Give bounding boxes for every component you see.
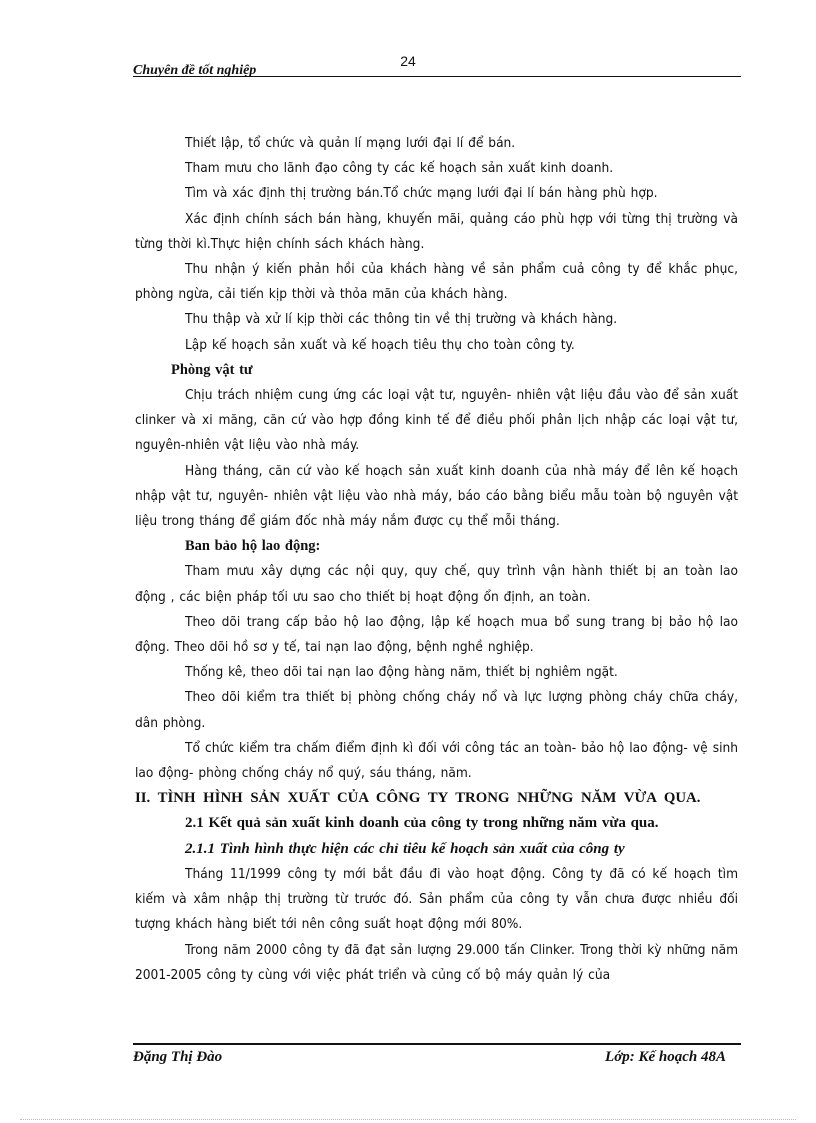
section-heading-ii: II. TÌNH HÌNH SẢN XUẤT CỦA CÔNG TY TRONG NHỮNG NĂM VỪA QUA. [135,790,701,807]
paragraph: Lập kế hoạch sản xuất và kế hoạch tiêu thụ cho toàn công ty. [185,336,575,353]
subsection-heading-2-1: 2.1 Kết quả sản xuất kinh doanh của công ty trong những năm vừa qua. [185,815,659,832]
paragraph: Theo dõi trang cấp bảo hộ lao động, lập kế hoạch mua bổ sung trang bị bảo hộ lao động. Theo dõi hồ sơ y tế, tai nạn lao động, bệnh nghề nghiệp. [135,613,738,656]
paragraph: Tháng 11/1999 công ty mới bắt đầu đi vào hoạt động. Công ty đã có kế hoạch tìm kiếm và xâm nhập thị trường từ trước đó. Sản phẩm của công ty vẫn chưa được nhiều đối tượng khách hàng biết tới nên công suất hoạt động mới 80%. [135,865,738,933]
paragraph: Tìm và xác định thị trường bán.Tổ chức mạng lưới đại lí bán hàng phù hợp. [185,185,658,202]
paragraph: Tổ chức kiểm tra chấm điểm định kì đối với công tác an toàn- bảo hộ lao động- vệ sinh lao động- phòng chống cháy nổ quý, sáu tháng, năm. [135,739,738,782]
footer-rule [133,1043,741,1045]
heading-phong-vat-tu: Phòng vật tư [171,361,253,378]
paragraph: Thu nhận ý kiến phản hồi của khách hàng về sản phẩm cuả công ty để khắc phục, phòng ngừa, cải tiến kịp thời và thỏa mãn của khách hàng. [135,261,738,303]
header-rule [133,76,741,77]
paragraph: Tham mưu cho lãnh đạo công ty các kế hoạch sản xuất kinh doanh. [185,160,614,177]
page-number: 24 [400,53,416,69]
paragraph: Hàng tháng, căn cứ vào kế hoạch sản xuất kinh doanh của nhà máy để lên kế hoạch nhập vật tư, nguyên- nhiên vật liệu vào nhà máy, báo cáo bằng biểu mẫu toàn bộ nguyên vật liệu trong tháng để giám đốc nhà máy nắm được cụ thể mỗi tháng. [135,462,738,530]
paragraph: Xác định chính sách bán hàng, khuyến mãi, quảng cáo phù hợp với từng thị trường và từng thời kì.Thực hiện chính sách khách hàng. [135,210,738,252]
footer-author: Đặng Thị Đào [133,1049,223,1065]
document-body [135,131,738,988]
paragraph: Theo dõi kiểm tra thiết bị phòng chống cháy nổ và lực lượng phòng cháy chữa cháy, dân phòng. [135,689,738,731]
paragraph: Trong năm 2000 công ty đã đạt sản lượng 29.000 tấn Clinker. Trong thời kỳ những năm 2001-2005 công ty cùng với việc phát triển và củng cố bộ máy quản lý của [135,941,738,983]
header-title: Chuyên đề tốt nghiệp [133,63,257,78]
subsection-heading-2-1-1: 2.1.1 Tình hình thực hiện các chỉ tiêu kế hoạch sản xuất của công ty [185,840,625,857]
paragraph: Tham mưu xây dựng các nội quy, quy chế, quy trình vận hành thiết bị an toàn lao động , các biện pháp tối ưu sao cho thiết bị hoạt động ổn định, an toàn. [135,563,738,605]
paragraph: Thống kê, theo dõi tai nạn lao động hàng năm, thiết bị nghiêm ngặt. [185,664,618,681]
paragraph: Thiết lập, tổ chức và quản lí mạng lưới đại lí để bán. [185,135,516,151]
footer-class: Lớp: Kế hoạch 48A [605,1049,726,1065]
heading-ban-bao-ho-lao-dong: Ban bảo hộ lao động: [185,538,321,555]
paragraph: Chịu trách nhiệm cung ứng các loại vật tư, nguyên- nhiên vật liệu đầu vào để sản xuất clinker và xi măng, căn cứ vào hợp đồng kinh tế để điều phối phân lịch nhập các loại vật tư, nguyên-nhiên vật liệu vào nhà máy. [135,387,738,454]
page-bottom-border [20,1119,796,1120]
paragraph: Thu thập và xử lí kịp thời các thông tin về thị trường và khách hàng. [185,311,618,328]
